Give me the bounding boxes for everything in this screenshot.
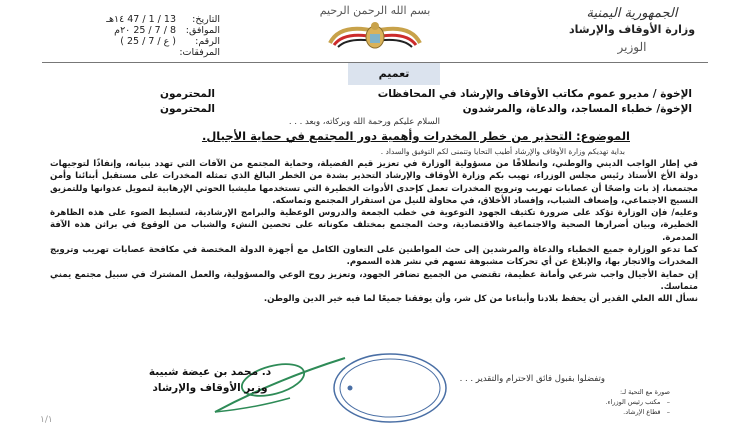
paragraph: إن حماية الأجيال واجب شرعي وأمانة عظيمة، تقتضي من الجميع تضافر الجهود، وتعزيز روح الوعي والمسؤولية، والعمل المشترك في سبيل مجتمع يمني متماسك.: [50, 269, 698, 292]
letter-body: [50, 158, 698, 306]
cc-item: – مكتب رئيس الوزراء.: [605, 398, 670, 406]
subject-line: الموضوع: التحذير من خطر المخدرات وأهمية دور المجتمع في حماية الأجيال.: [201, 129, 630, 143]
cc-list: [605, 387, 670, 417]
paragraph: في إطار الواجب الديني والوطني، وانطلاقًا من مسؤولية الوزارة في تعزيز قيم الفضيلة، وحماية المجتمع من الآفات التي تهدد بنيانه، وإنفاذًا لتوجيهات دولة الأخ الأستاذ رئيس مجلس الوزراء، تهيب بكم وزارة الأوقاف والإرشاد التحذير بشدة من الخطر البالغ الذي تمثله المخدرات على مستقبل أبنائنا وأمن مجتمعنا، إذ بات واضحًا أن عصابات تهريب وترويج المخدرات تعمل كإحدى الأدوات الخطيرة التي تستخدمها مليشيا الحوثي الإرهابية لتمويل عدوانها وللتمزيق النسيج الاجتماعي، وإضعاف الشباب، وإفساد الأخلاق، في محاولة للنيل من استقرار المجتمع وتماسكه.: [50, 159, 698, 206]
meta-attachments: المرفقات:: [179, 47, 220, 58]
paragraph: نسأل الله العلي القدير أن يحفظ بلادنا وأبناءنا من كل شر، وأن يوفقنا جميعًا لما فيه خير الدين والوطن.: [263, 294, 698, 305]
signature-block: [120, 364, 300, 396]
greeting: السلام عليكم ورحمة الله وبركاته، وبعد . . .: [288, 117, 440, 127]
office-name: الوزير: [617, 40, 647, 54]
closing-line: وتفضلوا بقبول فائق الاحترام والتقدير . . .: [459, 374, 605, 384]
cc-item: – قطاع الإرشاد.: [623, 408, 670, 416]
letterhead-right: [532, 6, 732, 54]
honorific-1: المحترمون: [160, 88, 216, 100]
republic-name: الجمهورية اليمنية: [586, 6, 678, 21]
reference-block: [60, 14, 220, 58]
meta-number: الرقم: ( ع / 7 / 25 ): [120, 36, 220, 47]
meta-date: التاريخ: 13 / 1 / 47 ١٤هـ: [106, 14, 220, 25]
circular-label: تعميم: [348, 63, 440, 85]
signatory-name: د. محمد بن عيضة شبيبة: [148, 366, 272, 378]
eagle-emblem-icon: [320, 17, 430, 53]
page-number: ١/١: [40, 415, 53, 425]
addressee-1: الإخوة / مديرو عموم مكاتب الأوقاف والإرشاد في المحافظات: [377, 88, 692, 100]
intro-line: بداية تهديكم وزارة الأوقاف والإرشاد أطيب التحايا وتتمنى لكم التوفيق والسداد .: [380, 147, 625, 156]
meta-gregorian: الموافق: 8 / 7 / 25 ٢٠م: [114, 25, 220, 36]
paragraph: وعليه/ فإن الوزارة تؤكد على ضرورة تكثيف الجهود التوعوية في خطب الجمعة والدروس الوعظية والبرامج الإرشادية، لتسليط الضوء على هذه الظاهرة الخطيرة، وبيان أضرارها الصحية والاجتماعية والاقتصادية، وحث المجتمع بمختلف مكوناته على تحصين النشء والشباب من الوقوع في براثن هذه الآفة المدمرة.: [50, 208, 698, 243]
emblem: [305, 4, 445, 56]
honorific-2: المحترمون: [160, 103, 216, 115]
cc-heading: صورة مع التحية لـ:: [619, 388, 670, 396]
ministry-name: وزارة الأوقاف والإرشاد: [568, 23, 696, 36]
signatory-title: وزير الأوقاف والإرشاد: [152, 382, 268, 394]
paragraph: كما تدعو الوزارة جميع الخطباء والدعاة والمرشدين إلى حث المواطنين على التعاون الكامل مع أجهزة الدولة المختصة في مكافحة عصابات تهريب وترويج المخدرات والاتجار بها، والإبلاغ عن أي تحركات مشبوهة تسهم في نشر هذه السموم.: [50, 245, 698, 268]
basmala: بسم الله الرحمن الرحيم: [319, 4, 431, 17]
addressee-2: الإخوة/ خطباء المساجد، والدعاة، والمرشدون: [462, 103, 692, 115]
